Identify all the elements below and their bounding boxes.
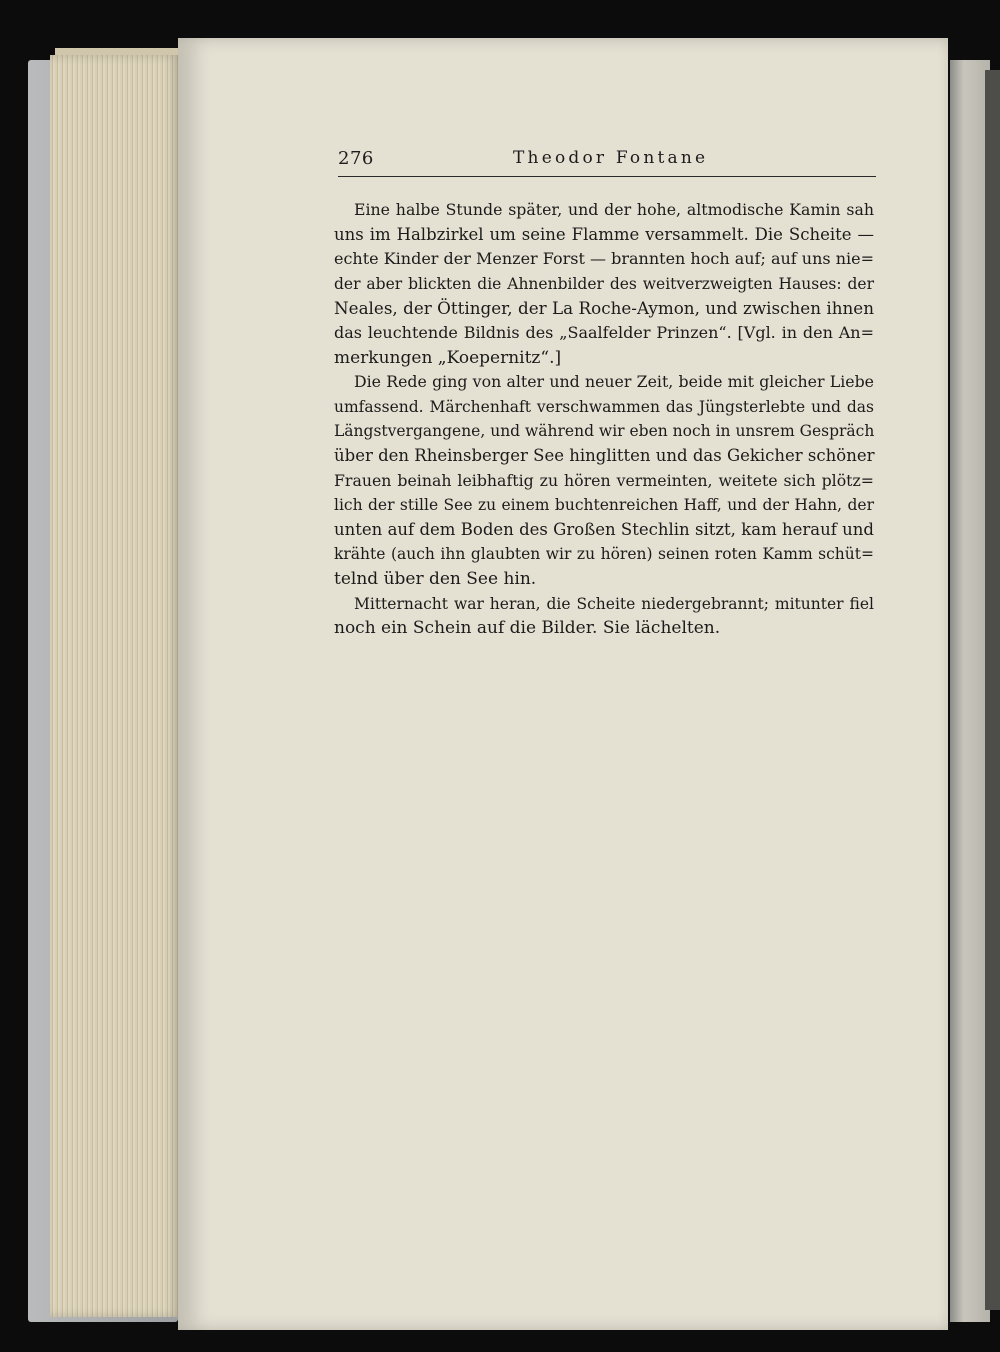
text-line: telnd über den See hin. xyxy=(334,568,537,589)
text-line: Längstvergangene, und während wir eben noch in unsrem Gespräch xyxy=(334,422,875,441)
text-line: Mitternacht war heran, die Scheite niedergebrannt; mitunter fiel xyxy=(354,594,874,613)
text-line: merkungen „Koepernitz“.] xyxy=(334,347,562,368)
text-line: der aber blickten die Ahnenbilder des weitverzweigten Hauses: der xyxy=(334,274,874,293)
text-line: uns im Halbzirkel um seine Flamme versammelt. Die Scheite — xyxy=(334,224,874,244)
text-line: das leuchtende Bildnis des „Saalfelder Prinzen“. [Vgl. in den An= xyxy=(334,322,874,342)
text-line: krähte (auch ihn glaubten wir zu hören) seinen roten Kamm schüt= xyxy=(334,545,874,564)
paragraph xyxy=(334,198,874,370)
body-text xyxy=(334,198,874,641)
paragraph xyxy=(334,592,874,641)
text-line: noch ein Schein auf die Bilder. Sie lächelten. xyxy=(334,618,721,639)
facing-page-shadow xyxy=(985,70,1000,1310)
text-line: echte Kinder der Menzer Forst — brannten hoch auf; auf uns nie= xyxy=(334,249,875,269)
text-line: Frauen beinah leibhaftig zu hören vermeinten, weitete sich plötz= xyxy=(334,470,874,490)
text-line: lich der stille See zu einem buchtenreichen Haff, und der Hahn, der xyxy=(334,496,874,515)
text-line: Eine halbe Stunde später, und der hohe, altmodische Kamin sah xyxy=(354,200,874,219)
text-line: über den Rheinsberger See hinglitten und das Gekicher schöner xyxy=(334,445,875,465)
text-line: Neales, der Öttinger, der La Roche-Aymon, und zwischen ihnen xyxy=(334,298,874,319)
text-line: unten auf dem Boden des Großen Stechlin sitzt, kam herauf und xyxy=(334,519,874,539)
page-stack-edges xyxy=(50,55,180,1317)
text-line: Die Rede ging von alter und neuer Zeit, beide mit gleicher Liebe xyxy=(354,372,874,392)
facing-page-edge xyxy=(950,60,990,1322)
text-line: umfassend. Märchenhaft verschwammen das Jüngsterlebte und das xyxy=(334,397,874,416)
page-number: 276 xyxy=(338,148,374,169)
running-head: Theodor Fontane xyxy=(513,148,709,168)
page-header xyxy=(338,146,876,177)
paragraph xyxy=(334,370,874,591)
